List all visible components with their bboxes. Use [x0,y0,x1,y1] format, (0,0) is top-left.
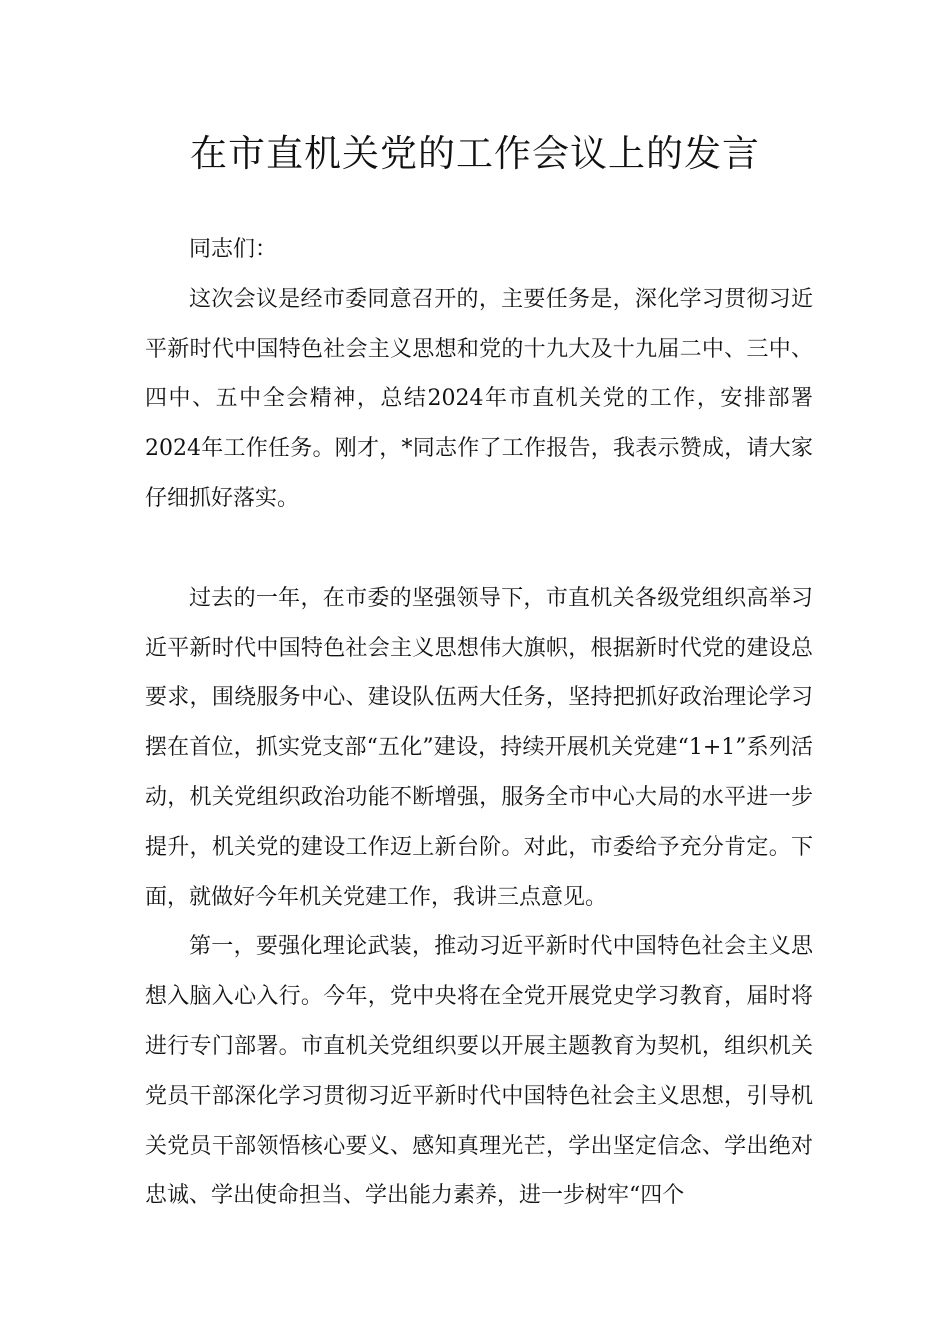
paragraph-3: 第一，要强化理论武装，推动习近平新时代中国特色社会主义思想入脑入心入行。今年，党中央将在全党开展党史学习教育，届时将进行专门部署。市直机关党组织要以开展主题教育为契机，组织机关党员干部深化学习贯彻习近平新时代中国特色社会主义思想，引导机关党员干部领悟核心要义、感知真理光芒，学出坚定信念、学出绝对忠诚、学出使命担当、学出能力素养，进一步树牢“四个 [145,934,813,1209]
paragraph-spacer [145,524,813,574]
paragraph-2: 过去的一年，在市委的坚强领导下，市直机关各级党组织高举习近平新时代中国特色社会主义思想伟大旗帜，根据新时代党的建设总要求，围绕服务中心、建设队伍两大任务，坚持把抓好政治理论学习摆在首位，抓实党支部“五化”建设，持续开展机关党建“1+1”系列活动，机关党组织政治功能不断增强，服务全市中心大局的水平进一步提升，机关党的建设工作迈上新台阶。对此，市委给予充分肯定。下面，就做好今年机关党建工作，我讲三点意见。 [145,585,813,910]
paragraph-1: 这次会议是经市委同意召开的，主要任务是，深化学习贯彻习近平新时代中国特色社会主义思想和党的十九大及十九届二中、三中、四中、五中全会精神，总结2024年市直机关党的工作，安排部署2024年工作任务。刚才，*同志作了工作报告，我表示赞成，请大家仔细抓好落实。 [145,286,813,511]
document-title: 在市直机关党的工作会议上的发言 [190,132,760,175]
greeting: 同志们： [189,237,278,262]
document-body [145,225,813,1221]
